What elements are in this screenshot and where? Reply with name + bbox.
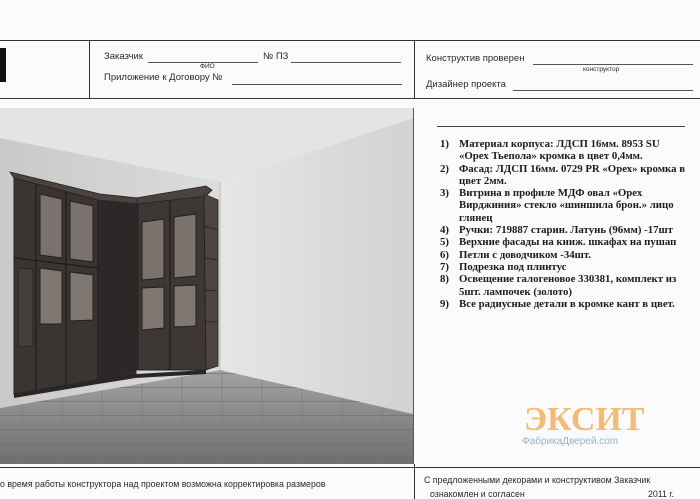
footer-top-rule bbox=[0, 467, 700, 468]
logo-brand: ЭКСИТ bbox=[524, 401, 645, 438]
corner-mark bbox=[0, 48, 6, 82]
constructor-line bbox=[533, 64, 693, 65]
footer-divider bbox=[414, 464, 415, 499]
contract-appendix-line bbox=[232, 84, 402, 85]
footer-agreement: ознакомлен и согласен bbox=[430, 489, 525, 499]
spec-top-rule bbox=[437, 126, 685, 127]
constructor-checked-label: Конструктив проверен bbox=[426, 53, 525, 64]
constructor-label: конструктор bbox=[583, 66, 620, 73]
footer-year: 2011 г. bbox=[648, 489, 674, 499]
spec-item: 9) Все радиусные детали в кромке кант в цвет. bbox=[440, 297, 675, 310]
wardrobe-illustration bbox=[0, 108, 413, 464]
header-divider-center bbox=[414, 40, 415, 99]
footer-right-note: С предложенными декорами и конструктивом Заказчик bbox=[424, 475, 651, 485]
spec-item: 4) Ручки: 719887 старин. Латунь (96мм) -17шт bbox=[440, 224, 673, 237]
order-number-line bbox=[291, 62, 401, 63]
wardrobe-render bbox=[0, 108, 413, 464]
logo-site: ФабрикаДверей.com bbox=[522, 436, 619, 447]
contract-appendix-label: Приложение к Договору № bbox=[104, 72, 223, 83]
exit-logo bbox=[520, 396, 660, 448]
header-bottom-rule bbox=[0, 98, 700, 99]
spec-item: 3) Витрина в профиле МДФ овал «Орех Вирджиния» стекло «шиншила брон.» лицо глянец bbox=[440, 187, 674, 224]
designer-label: Дизайнер проекта bbox=[426, 79, 506, 90]
header-top-rule bbox=[0, 40, 700, 41]
spec-item: 2) Фасад: ЛДСП 16мм. 0729 PR «Орех» кромка в цвет 2мм. bbox=[440, 162, 686, 187]
footer-left-note: о время работы конструктора над проектом возможна корректировка размеров bbox=[0, 479, 326, 489]
spec-item: 5) Верхние фасады на книж. шкафах на пушап bbox=[440, 236, 677, 249]
header-divider-left bbox=[89, 40, 90, 99]
specification-list bbox=[428, 138, 690, 310]
spec-item: 1) Материал корпуса: ЛДСП 16мм. 8953 SU «Орех Тьепола» кромка в цвет 0,4мм. bbox=[440, 138, 660, 163]
spec-item: 7) Подрезка под плинтус bbox=[440, 260, 567, 273]
customer-label: Заказчик bbox=[104, 51, 144, 62]
logo-mark bbox=[520, 396, 660, 448]
designer-line bbox=[513, 90, 693, 91]
spec-item: 8) Освещение галогеновое 330381, комплект из 5шт. лампочек (золото) bbox=[440, 273, 677, 298]
order-number-label: № ПЗ bbox=[263, 51, 289, 62]
fio-label: ФИО bbox=[200, 63, 215, 70]
spec-item: 6) Петли с доводчиком -34шт. bbox=[440, 248, 591, 261]
render-right-edge bbox=[413, 108, 414, 464]
